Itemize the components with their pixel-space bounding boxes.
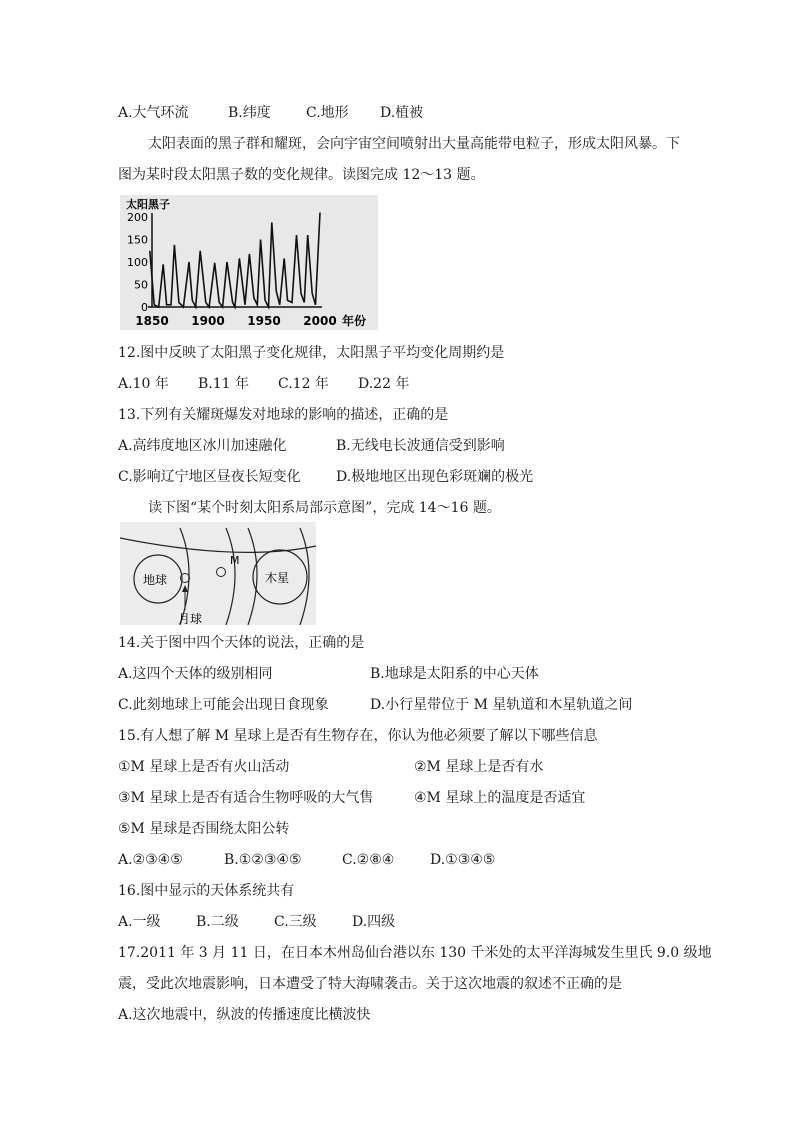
sunspot-chart (120, 195, 378, 330)
chart-x-tick-label: 1900 (191, 314, 225, 328)
q16-option-b: B.二级 (196, 914, 239, 930)
q11-option-d: D.植被 (380, 105, 424, 121)
intro-14-16: 读下图“某个时刻太阳系局部示意图”，完成 14～16 题。 (148, 500, 501, 516)
chart-xlabel: 年份 (342, 314, 367, 328)
q16-option-c: C.三级 (274, 914, 317, 930)
q14-option-b: B.地球是太阳系的中心天体 (370, 666, 539, 682)
q13-option-a: A.高纬度地区冰川加速融化 (118, 438, 287, 454)
q15-option-c: C.②⑧④ (342, 852, 395, 868)
chart-y-tick-label: 0 (141, 301, 148, 314)
q15-stem: 15.有人想了解 M 星球上是否有生物存在，你认为他必须要了解以下哪些信息 (118, 728, 598, 744)
q15-options (118, 851, 495, 869)
moon-label: 月球 (178, 612, 203, 625)
q14-option-a: A.这四个天体的级别相同 (118, 666, 273, 682)
q16-option-a: A.一级 (118, 914, 161, 930)
q17-line1: 17.2011 年 3 月 11 日，在日本木州岛仙台港以东 130 千米处的太平洋海城发生里氏 9.0 级地 (118, 945, 712, 961)
chart-y-tick-label: 100 (127, 256, 148, 269)
chart-x-tick-label: 1850 (135, 314, 169, 328)
jupiter-label: 木星 (265, 571, 290, 585)
q12-option-c: C.12 年 (278, 376, 329, 392)
q17-option-a: A.这次地震中，纵波的传播速度比横波快 (118, 1007, 371, 1023)
q17-line2: 震，受此次地震影响，日本遭受了特大海啸袭击。关于这次地震的叙述不正确的是 (118, 976, 622, 992)
q15-items-row1 (118, 758, 543, 776)
q11-option-c: C.地形 (306, 105, 349, 121)
chart-x-tick-label: 1950 (247, 314, 281, 328)
q16-options (118, 913, 395, 931)
intro-12-13-line2: 图为某时段太阳黑子数的变化规律。读图完成 12～13 题。 (118, 167, 485, 183)
q15-item-4: ④M 星球上的温度是否适宜 (414, 790, 586, 806)
q12-stem: 12.图中反映了太阳黑子变化规律，太阳黑子平均变化周期约是 (118, 345, 505, 361)
q12-options (118, 375, 409, 393)
q13-option-b: B.无线电长波通信受到影响 (336, 438, 505, 454)
q14-option-d: D.小行星带位于 M 星轨道和木星轨道之间 (370, 697, 633, 713)
solar-system-svg (120, 522, 316, 625)
q13-option-d: D.极地地区出现色彩斑斓的极光 (336, 469, 534, 485)
q13-option-c: C.影响辽宁地区昼夜长短变化 (118, 469, 301, 485)
q13-options-row1 (118, 437, 505, 455)
q11-options (118, 104, 423, 122)
jupiter-orbit (300, 528, 309, 625)
q11-option-b: B.纬度 (228, 105, 271, 121)
q15-item-1: ①M 星球上是否有火山活动 (118, 759, 290, 775)
chart-y-tick-label: 50 (134, 278, 148, 292)
solar-system-diagram (120, 522, 316, 625)
m-orbit (226, 528, 235, 625)
moon-arrowhead (182, 585, 188, 592)
earth-label: 地球 (143, 573, 168, 587)
sunspot-chart-svg (120, 195, 378, 330)
q13-stem: 13.下列有关耀斑爆发对地球的影响的描述，正确的是 (118, 407, 449, 423)
intro-12-13-line1: 太阳表面的黑子群和耀斑，会向宇宙空间喷射出大量高能带电粒子，形成太阳风暴。下 (148, 136, 680, 152)
q14-options-row2 (118, 696, 632, 714)
q15-option-d: D.①③④⑤ (430, 852, 496, 868)
q13-options-row2 (118, 468, 533, 486)
q15-item-2: ②M 星球上是否有水 (414, 759, 544, 775)
q15-item-3: ③M 星球上是否有适合生物呼吸的大气售 (118, 790, 374, 806)
q15-item-5: ⑤M 星球是否围绕太阳公转 (118, 821, 290, 837)
m-label: M (230, 554, 240, 567)
q15-items-row2 (118, 789, 585, 807)
q16-option-d: D.四级 (352, 914, 396, 930)
q14-options-row1 (118, 665, 539, 683)
q15-option-a: A.②③④⑤ (118, 852, 183, 868)
q14-stem: 14.关于图中四个天体的说法，正确的是 (118, 635, 365, 651)
q12-option-a: A.10 年 (118, 376, 169, 392)
chart-series-line (150, 213, 320, 308)
m-circle (217, 568, 226, 577)
q15-option-b: B.①②③④⑤ (224, 852, 302, 868)
chart-y-tick-label: 200 (127, 211, 148, 224)
chart-y-tick-label: 150 (127, 233, 148, 247)
q12-option-d: D.22 年 (358, 376, 410, 392)
q16-stem: 16.图中显示的天体系统共有 (118, 883, 295, 899)
chart-x-tick-label: 2000 (303, 314, 337, 328)
q14-option-c: C.此刻地球上可能会出现日食现象 (118, 697, 329, 713)
q11-option-a: A.大气环流 (118, 105, 189, 121)
q12-option-b: B.11 年 (198, 376, 250, 392)
chart-ylabel: 太阳黑子 (126, 198, 170, 211)
